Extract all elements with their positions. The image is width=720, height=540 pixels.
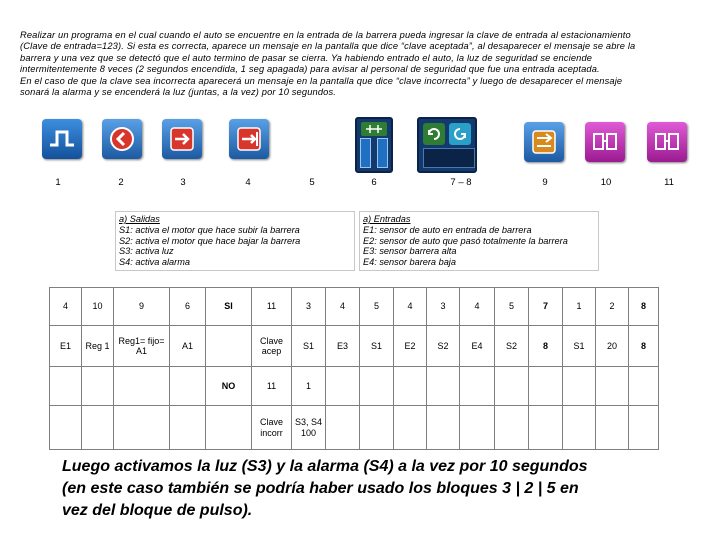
intro-line: intermitentemente 8 veces (2 segundos encendida, 1 seg apagada) para avisar al personal de seguridad que fue una entrada aceptada. bbox=[20, 64, 600, 75]
pulse-output-icon[interactable] bbox=[42, 119, 82, 159]
table-cell: 5 bbox=[360, 288, 394, 326]
table-cell bbox=[427, 406, 460, 450]
display-message-2-icon[interactable] bbox=[647, 122, 687, 162]
table-cell: E4 bbox=[460, 326, 495, 367]
table-cell: Clave acep bbox=[252, 326, 292, 367]
block-number: 3 bbox=[180, 177, 186, 188]
block-number: 5 bbox=[309, 177, 315, 188]
table-cell: 3 bbox=[292, 288, 326, 326]
inputs-legend-title: a) Entradas bbox=[363, 214, 411, 224]
table-cell bbox=[170, 367, 206, 406]
table-cell: Reg 1 bbox=[82, 326, 114, 367]
display-message-icon[interactable] bbox=[585, 122, 625, 162]
table-cell: 8 bbox=[629, 288, 659, 326]
legend-item: E1: sensor de auto en entrada de barrera bbox=[363, 224, 532, 235]
table-cell: S2 bbox=[427, 326, 460, 367]
table-cell bbox=[460, 406, 495, 450]
table-cell: 4 bbox=[326, 288, 360, 326]
block-numbers bbox=[0, 177, 720, 191]
table-cell bbox=[360, 406, 394, 450]
table-cell bbox=[206, 406, 252, 450]
block-number: 11 bbox=[664, 177, 674, 188]
table-cell: A1 bbox=[170, 326, 206, 367]
legend-item: S1: activa el motor que hace subir la barrera bbox=[119, 224, 300, 235]
motor-rotate-icon[interactable] bbox=[102, 119, 142, 159]
table-row bbox=[50, 288, 659, 326]
legend-item: S3: activa luz bbox=[119, 246, 174, 257]
legend-item: E4: sensor barera baja bbox=[363, 257, 456, 268]
table-cell: 1 bbox=[563, 288, 596, 326]
table-cell bbox=[596, 367, 629, 406]
table-cell: 8 bbox=[529, 326, 563, 367]
table-cell: 9 bbox=[114, 288, 170, 326]
table-cell bbox=[394, 367, 427, 406]
table-cell: Reg1= fijo= A1 bbox=[114, 326, 170, 367]
table-cell: 5 bbox=[495, 288, 529, 326]
table-cell bbox=[563, 367, 596, 406]
table-cell: 3 bbox=[427, 288, 460, 326]
legend-item: S2: activa el motor que hace bajar la barrera bbox=[119, 235, 301, 246]
table-cell bbox=[596, 406, 629, 450]
table-cell bbox=[629, 406, 659, 450]
table-cell bbox=[529, 406, 563, 450]
conclusion-line: (en este caso también se podría haber usado los bloques 3 | 2 | 5 en bbox=[62, 480, 579, 497]
legend-item: S4: activa alarma bbox=[119, 257, 190, 268]
table-cell bbox=[82, 367, 114, 406]
legend-item: E3: sensor barrera alta bbox=[363, 246, 457, 257]
intro-line: sonará la alarma y se encenderá la luz (juntas, a la vez) por 10 segundos. bbox=[20, 87, 337, 98]
table-cell: S3, S4 100 bbox=[292, 406, 326, 450]
table-cell bbox=[114, 406, 170, 450]
outputs-legend bbox=[115, 211, 355, 271]
table-row bbox=[50, 406, 659, 450]
table-cell bbox=[460, 367, 495, 406]
table-cell: E2 bbox=[394, 326, 427, 367]
table-cell: 20 bbox=[596, 326, 629, 367]
table-cell: NO bbox=[206, 367, 252, 406]
table-cell bbox=[326, 406, 360, 450]
table-cell: 7 bbox=[529, 288, 563, 326]
block-number: 9 bbox=[542, 177, 548, 188]
inputs-legend bbox=[359, 211, 599, 271]
table-cell bbox=[495, 367, 529, 406]
condition-branch-block[interactable] bbox=[355, 117, 393, 173]
table-cell bbox=[114, 367, 170, 406]
block-number: 7 – 8 bbox=[450, 177, 472, 188]
table-cell: 2 bbox=[596, 288, 629, 326]
table-cell bbox=[427, 367, 460, 406]
table-cell bbox=[563, 406, 596, 450]
exit-arrow-icon[interactable] bbox=[162, 119, 202, 159]
conclusion-line: vez del bloque de pulso). bbox=[62, 502, 253, 519]
block-number: 4 bbox=[245, 177, 251, 188]
table-cell bbox=[170, 406, 206, 450]
table-cell: S1 bbox=[360, 326, 394, 367]
table-cell: 8 bbox=[629, 326, 659, 367]
table-cell: 11 bbox=[252, 288, 292, 326]
table-cell: E1 bbox=[50, 326, 82, 367]
table-cell: 6 bbox=[170, 288, 206, 326]
block-number: 2 bbox=[118, 177, 124, 188]
problem-statement bbox=[20, 30, 710, 98]
table-cell: S1 bbox=[292, 326, 326, 367]
outputs-legend-title: a) Salidas bbox=[119, 214, 160, 224]
conclusion-line: Luego activamos la luz (S3) y la alarma (S4) a la vez por 10 segundos bbox=[62, 458, 588, 475]
intro-line: (Clave de entrada=123). Si esta es correcta, aparece un mensaje en la pantalla que dice “clave aceptada”, al desaparecer el mensaje se abre la bbox=[20, 41, 636, 52]
table-cell bbox=[50, 406, 82, 450]
table-cell: S2 bbox=[495, 326, 529, 367]
table-cell: SI bbox=[206, 288, 252, 326]
table-cell: E3 bbox=[326, 326, 360, 367]
intro-line: Realizar un programa en el cual cuando el auto se encuentre en la entrada de la barrera pueda ingresar la clave de entrada al estacionamiento bbox=[20, 30, 631, 40]
table-cell: 1 bbox=[292, 367, 326, 406]
table-cell: Clave incorr bbox=[252, 406, 292, 450]
block-number: 10 bbox=[600, 177, 612, 188]
table-cell bbox=[50, 367, 82, 406]
table-cell bbox=[206, 326, 252, 367]
table-cell: S1 bbox=[563, 326, 596, 367]
table-cell: 10 bbox=[82, 288, 114, 326]
table-cell: 4 bbox=[460, 288, 495, 326]
table-cell: 4 bbox=[394, 288, 427, 326]
table-cell bbox=[82, 406, 114, 450]
loop-icon bbox=[423, 123, 445, 145]
table-cell: 4 bbox=[50, 288, 82, 326]
table-row bbox=[50, 367, 659, 406]
loop-block[interactable] bbox=[417, 117, 477, 173]
intro-line: En el caso de que la clave sea incorrecta aparecerá un mensaje en la pantalla que dice “clave incorrecta” y luego de desaparecer el mensaje bbox=[20, 75, 623, 86]
table-cell bbox=[326, 367, 360, 406]
legend-item: E2: sensor de auto que pasó totalmente la barrera bbox=[363, 235, 568, 246]
table-cell bbox=[394, 406, 427, 450]
stop-block-icon[interactable] bbox=[229, 119, 269, 159]
table-cell bbox=[529, 367, 563, 406]
table-cell bbox=[629, 367, 659, 406]
table-cell: 11 bbox=[252, 367, 292, 406]
conclusion-text bbox=[62, 456, 702, 522]
table-cell bbox=[495, 406, 529, 450]
table-row bbox=[50, 326, 659, 367]
program-table bbox=[49, 287, 659, 450]
condition-branch-icon bbox=[361, 122, 387, 136]
table-cell bbox=[360, 367, 394, 406]
block-number: 1 bbox=[55, 177, 61, 188]
set-variable-icon[interactable] bbox=[524, 122, 564, 162]
intro-line: barrera y una vez que se detectó que el auto termino de pasar se cierra. Ya habiendo entrado el auto, la luz de seguridad se enciende bbox=[20, 52, 593, 63]
block-number: 6 bbox=[371, 177, 377, 188]
